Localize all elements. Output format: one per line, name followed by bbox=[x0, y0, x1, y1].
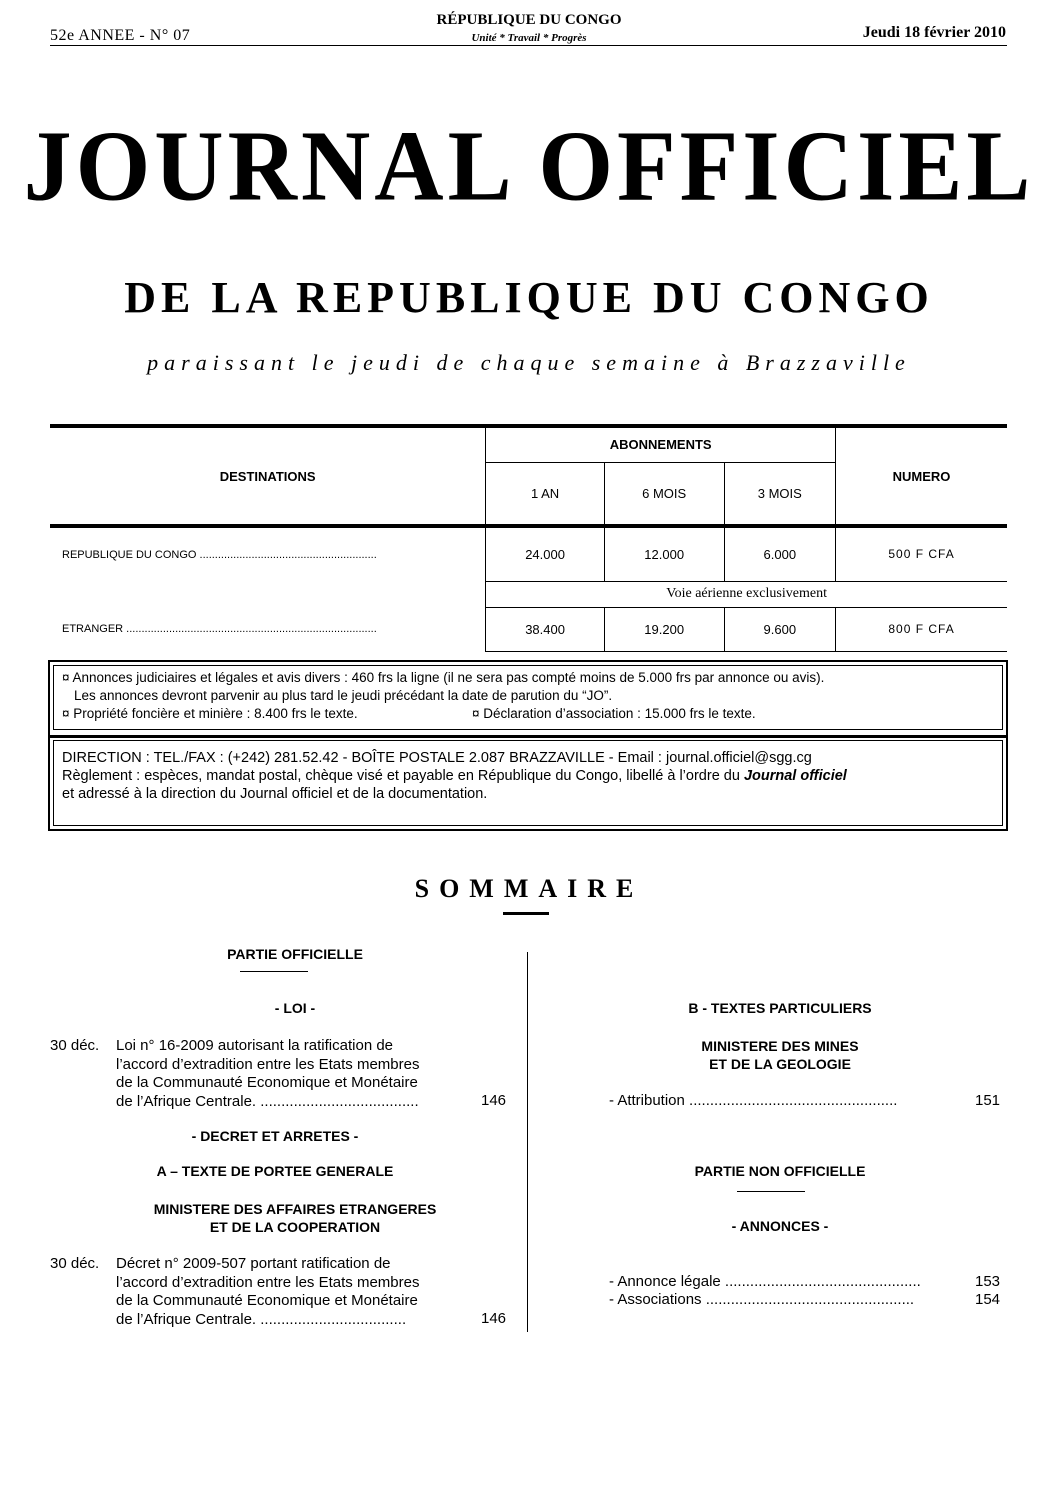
numero-etranger: 800 F CFA bbox=[836, 607, 1007, 651]
reglement-line2: et adressé à la direction du Journal officiel et de la documentation. bbox=[62, 786, 488, 802]
journal-subtitle: DE LA REPUBLIQUE DU CONGO bbox=[124, 273, 934, 322]
journal-tagline: paraissant le jeudi de chaque semaine à Brazzaville bbox=[147, 350, 911, 375]
price-etranger-6mois: 19.200 bbox=[604, 607, 724, 651]
direction-contact: DIRECTION : TEL./FAX : (+242) 281.52.42 - BOÎTE POSTALE 2.087 BRAZZAVILLE - Email : journal.officiel@sgg.cg bbox=[62, 750, 812, 766]
column-divider bbox=[527, 952, 528, 1332]
dest-etranger: ETRANGER .................................................................................. bbox=[62, 623, 377, 635]
numero-header: NUMERO bbox=[836, 426, 1007, 526]
partie-non-officielle-rule bbox=[737, 1191, 805, 1192]
blank-cell bbox=[50, 581, 486, 607]
col-1an: 1 AN bbox=[486, 462, 605, 526]
dest-congo: REPUBLIQUE DU CONGO .......................................................... bbox=[62, 548, 377, 561]
country-name: RÉPUBLIQUE DU CONGO bbox=[436, 12, 622, 28]
annonces-line3 bbox=[62, 705, 994, 723]
sommaire-title: SOMMAIRE bbox=[414, 874, 644, 903]
direction-box bbox=[48, 735, 1008, 831]
fonciere-tarif: ¤ Propriété foncière et minière : 8.400 frs le texte. bbox=[62, 706, 358, 721]
annonces-heading: - ANNONCES - bbox=[731, 1218, 829, 1234]
partie-non-officielle: PARTIE NON OFFICIELLE bbox=[694, 1163, 866, 1179]
price-congo-1an: 24.000 bbox=[486, 526, 605, 581]
entry-text-2: Décret n° 2009-507 portant ratification de l’accord d’extradition entre les Etats membres de la Communauté Economique et Monétaire de l’Afrique Centrale. ................................... bbox=[116, 1255, 420, 1328]
attribution-page: 151 bbox=[975, 1092, 1001, 1109]
entry-date-2: 30 déc. bbox=[50, 1255, 100, 1272]
subscription-table bbox=[50, 424, 1007, 652]
price-congo-6mois: 12.000 bbox=[604, 526, 724, 581]
entry-page-1: 146 bbox=[481, 1092, 507, 1109]
partie-rule bbox=[240, 971, 308, 972]
loi-heading: - LOI - bbox=[274, 1000, 316, 1016]
issue-number: 52e ANNEE - N° 07 bbox=[50, 27, 191, 44]
attribution-entry: - Attribution .................................................. bbox=[609, 1092, 898, 1109]
partie-officielle: PARTIE OFFICIELLE bbox=[227, 946, 363, 962]
col-6mois: 6 MOIS bbox=[604, 462, 724, 526]
associations-page: 154 bbox=[975, 1291, 1001, 1308]
annonce-legale-page: 153 bbox=[975, 1273, 1001, 1290]
journal-officiel-ref: Journal officiel bbox=[743, 768, 847, 784]
ministere-mines: MINISTERE DES MINES ET DE LA GEOLOGIE bbox=[701, 1038, 859, 1072]
voie-aerienne: Voie aérienne exclusivement bbox=[486, 581, 1007, 607]
col-3mois: 3 MOIS bbox=[724, 462, 836, 526]
sommaire-rule bbox=[503, 912, 549, 915]
entry-date-1: 30 déc. bbox=[50, 1037, 100, 1054]
price-etranger-3mois: 9.600 bbox=[724, 607, 836, 651]
annonce-legale-entry: - Annonce légale ............................................... bbox=[609, 1273, 921, 1290]
texte-portee-heading: A – TEXTE DE PORTEE GENERALE bbox=[156, 1163, 394, 1179]
reglement-line: Règlement : espèces, mandat postal, chèque visé et payable en République du Congo, libellé à l’ordre du Journal officiel bbox=[62, 768, 847, 784]
ministere-affaires-etrangeres: MINISTERE DES AFFAIRES ETRANGERES ET DE LA COOPERATION bbox=[153, 1201, 437, 1235]
abonnements-header: ABONNEMENTS bbox=[486, 426, 836, 462]
entry-text-1: Loi n° 16-2009 autorisant la ratification de l’accord d’extradition entre les Etats membres de la Communauté Economique et Monétaire de l’Afrique Centrale. ...................................... bbox=[116, 1037, 420, 1110]
journal-title: JOURNAL OFFICIEL bbox=[23, 109, 1035, 222]
motto: Unité * Travail * Progrès bbox=[471, 32, 587, 44]
price-etranger-1an: 38.400 bbox=[486, 607, 605, 651]
associations-entry: - Associations .................................................. bbox=[609, 1291, 915, 1308]
header-rule bbox=[50, 45, 1007, 46]
destinations-header: DESTINATIONS bbox=[50, 426, 486, 526]
issue-date: Jeudi 18 février 2010 bbox=[862, 24, 1006, 41]
annonces-line2: Les annonces devront parvenir au plus tard le jeudi précédant la date de parution du “JO”. bbox=[74, 688, 613, 703]
entry-page-2: 146 bbox=[481, 1310, 507, 1327]
annonces-line1: ¤ Annonces judiciaires et légales et avis divers : 460 frs la ligne (il ne sera pas compté moins de 5.000 frs par annonce ou avis). bbox=[62, 670, 825, 685]
textes-particuliers: B - TEXTES PARTICULIERS bbox=[688, 1000, 872, 1016]
price-congo-3mois: 6.000 bbox=[724, 526, 836, 581]
numero-congo: 500 F CFA bbox=[836, 526, 1007, 581]
association-tarif: ¤ Déclaration d’association : 15.000 frs le texte. bbox=[472, 706, 756, 721]
annonces-box bbox=[48, 660, 1008, 738]
decret-heading: - DECRET ET ARRETES - bbox=[191, 1128, 359, 1144]
